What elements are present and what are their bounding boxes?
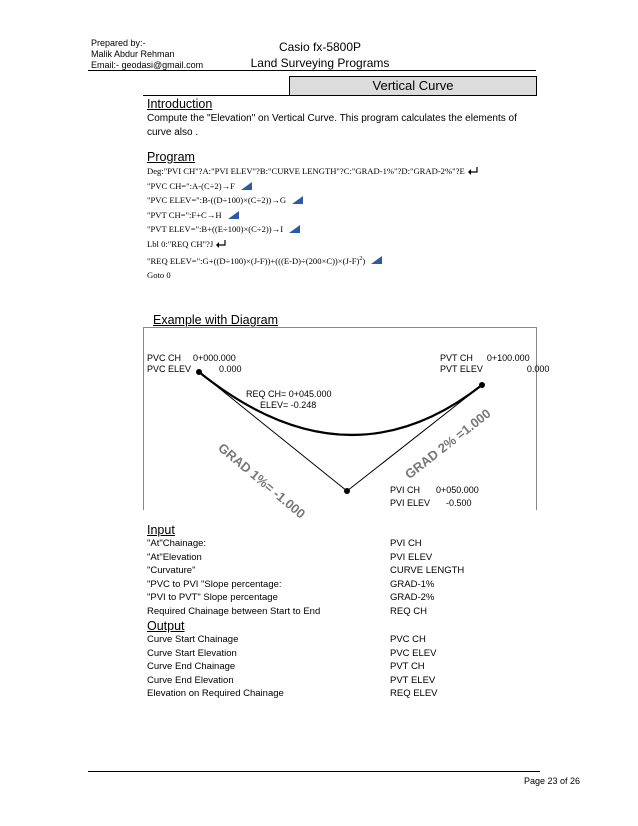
- doc-subtitle: Land Surveying Programs: [250, 56, 390, 70]
- program-line: Deg:"PVI CH"?A:"PVI ELEV"?B:"CURVE LENGTH"?C:"GRAD-1%"?D:"GRAD-2%"?E: [147, 164, 479, 179]
- input-table: [147, 537, 527, 618]
- program-line: Lbl 0:"REQ CH"?J: [147, 237, 479, 252]
- program-line: "PVC CH=":A-(C÷2)→F: [147, 179, 479, 194]
- pvc-elev-label: PVC ELEV: [147, 364, 192, 374]
- table-row: "At"Chainage: PVI CH: [147, 538, 422, 549]
- pvt-elev-label: PVT ELEV: [440, 364, 483, 374]
- author-email: Email:- geodasi@gmail.com: [91, 60, 204, 70]
- pvt-labels: [440, 353, 549, 375]
- intro-heading: Introduction: [147, 97, 213, 111]
- req-labels: [246, 389, 332, 411]
- program-line: "PVT ELEV=":B+((E÷100)×(C÷2))→I: [147, 222, 479, 237]
- pvc-labels: [147, 353, 242, 375]
- table-row: "PVC to PVI "Slope percentage: GRAD-1%: [147, 578, 435, 590]
- req-ch-text: REQ CH= 0+045.000: [246, 389, 332, 399]
- grad2-label: GRAD 2% =1.000: [402, 405, 494, 482]
- pvt-elev-value: 0.000: [526, 364, 550, 374]
- example-heading: Example with Diagram: [153, 313, 279, 327]
- author-name: Malik Abdur Rehman: [91, 49, 175, 59]
- pvi-ch-label: PVI CH: [390, 485, 421, 495]
- table-row: "At"Elevation PVI ELEV: [147, 551, 433, 563]
- pvc-ch-label: PVC CH: [147, 353, 182, 363]
- program-heading: Program: [147, 150, 195, 164]
- pvc-ch-value: 0+000.000: [193, 353, 236, 363]
- pvc-elev-value: 0.000: [219, 364, 242, 374]
- table-row: Required Chainage between Start to End REQ CH: [147, 605, 427, 617]
- page-title: Vertical Curve: [372, 78, 454, 93]
- program-line: "REQ $ELEV=":G+((D\div 100)\times(J-F))+(((E-D)\div(200\times C))\times(J-F)^2)$: [147, 252, 479, 268]
- pvt-ch-label: PVT CH: [440, 353, 473, 363]
- program-line: "PVC ELEV=":B-((D÷100)×(C÷2))→G: [147, 193, 479, 208]
- pvt-ch-value: 0+100.000: [486, 353, 530, 363]
- output-table: [147, 633, 527, 701]
- table-row: Elevation on Required Chainage REQ ELEV: [147, 688, 438, 699]
- table-row: "PVI to PVT" Slope percentage GRAD-2%: [147, 592, 435, 603]
- pvi-elev-label: PVI ELEV: [390, 498, 431, 508]
- pvi-ch-value: 0+050.000: [436, 485, 479, 495]
- vertical-curve: [199, 372, 482, 435]
- calculator-model: Casio fx-5800P: [278, 40, 362, 54]
- intro-text: Compute the "Elevation" on Vertical Curve. This program calculates the elements of curve also .: [147, 113, 517, 138]
- pvi-elev-value: -0.500: [446, 498, 472, 508]
- output-heading: Output: [147, 619, 185, 633]
- prepared-by: Prepared by:-: [91, 38, 146, 48]
- req-elev-text: ELEV= -0.248: [260, 400, 317, 410]
- table-row: Curve Start Elevation PVC ELEV: [147, 647, 437, 659]
- program-line: Goto 0: [147, 270, 171, 281]
- table-row: Curve End Chainage PVT CH: [147, 661, 425, 672]
- pvi-labels: [390, 484, 479, 510]
- footer-rule: [88, 771, 540, 772]
- program-line: "PVT CH=":F+C→H: [147, 208, 479, 223]
- input-heading: Input: [147, 523, 175, 537]
- grad1-label: GRAD 1%= -1.000: [215, 440, 309, 522]
- table-row: Curve Start Chainage PVC CH: [147, 634, 426, 645]
- pvt-point: [479, 382, 485, 388]
- page-number: Page 23 of 26: [523, 776, 580, 786]
- table-row: "Curvature" CURVE LENGTH: [147, 565, 465, 576]
- pvi-point: [344, 488, 350, 494]
- table-row: Curve End Elevation PVT ELEV: [147, 674, 436, 686]
